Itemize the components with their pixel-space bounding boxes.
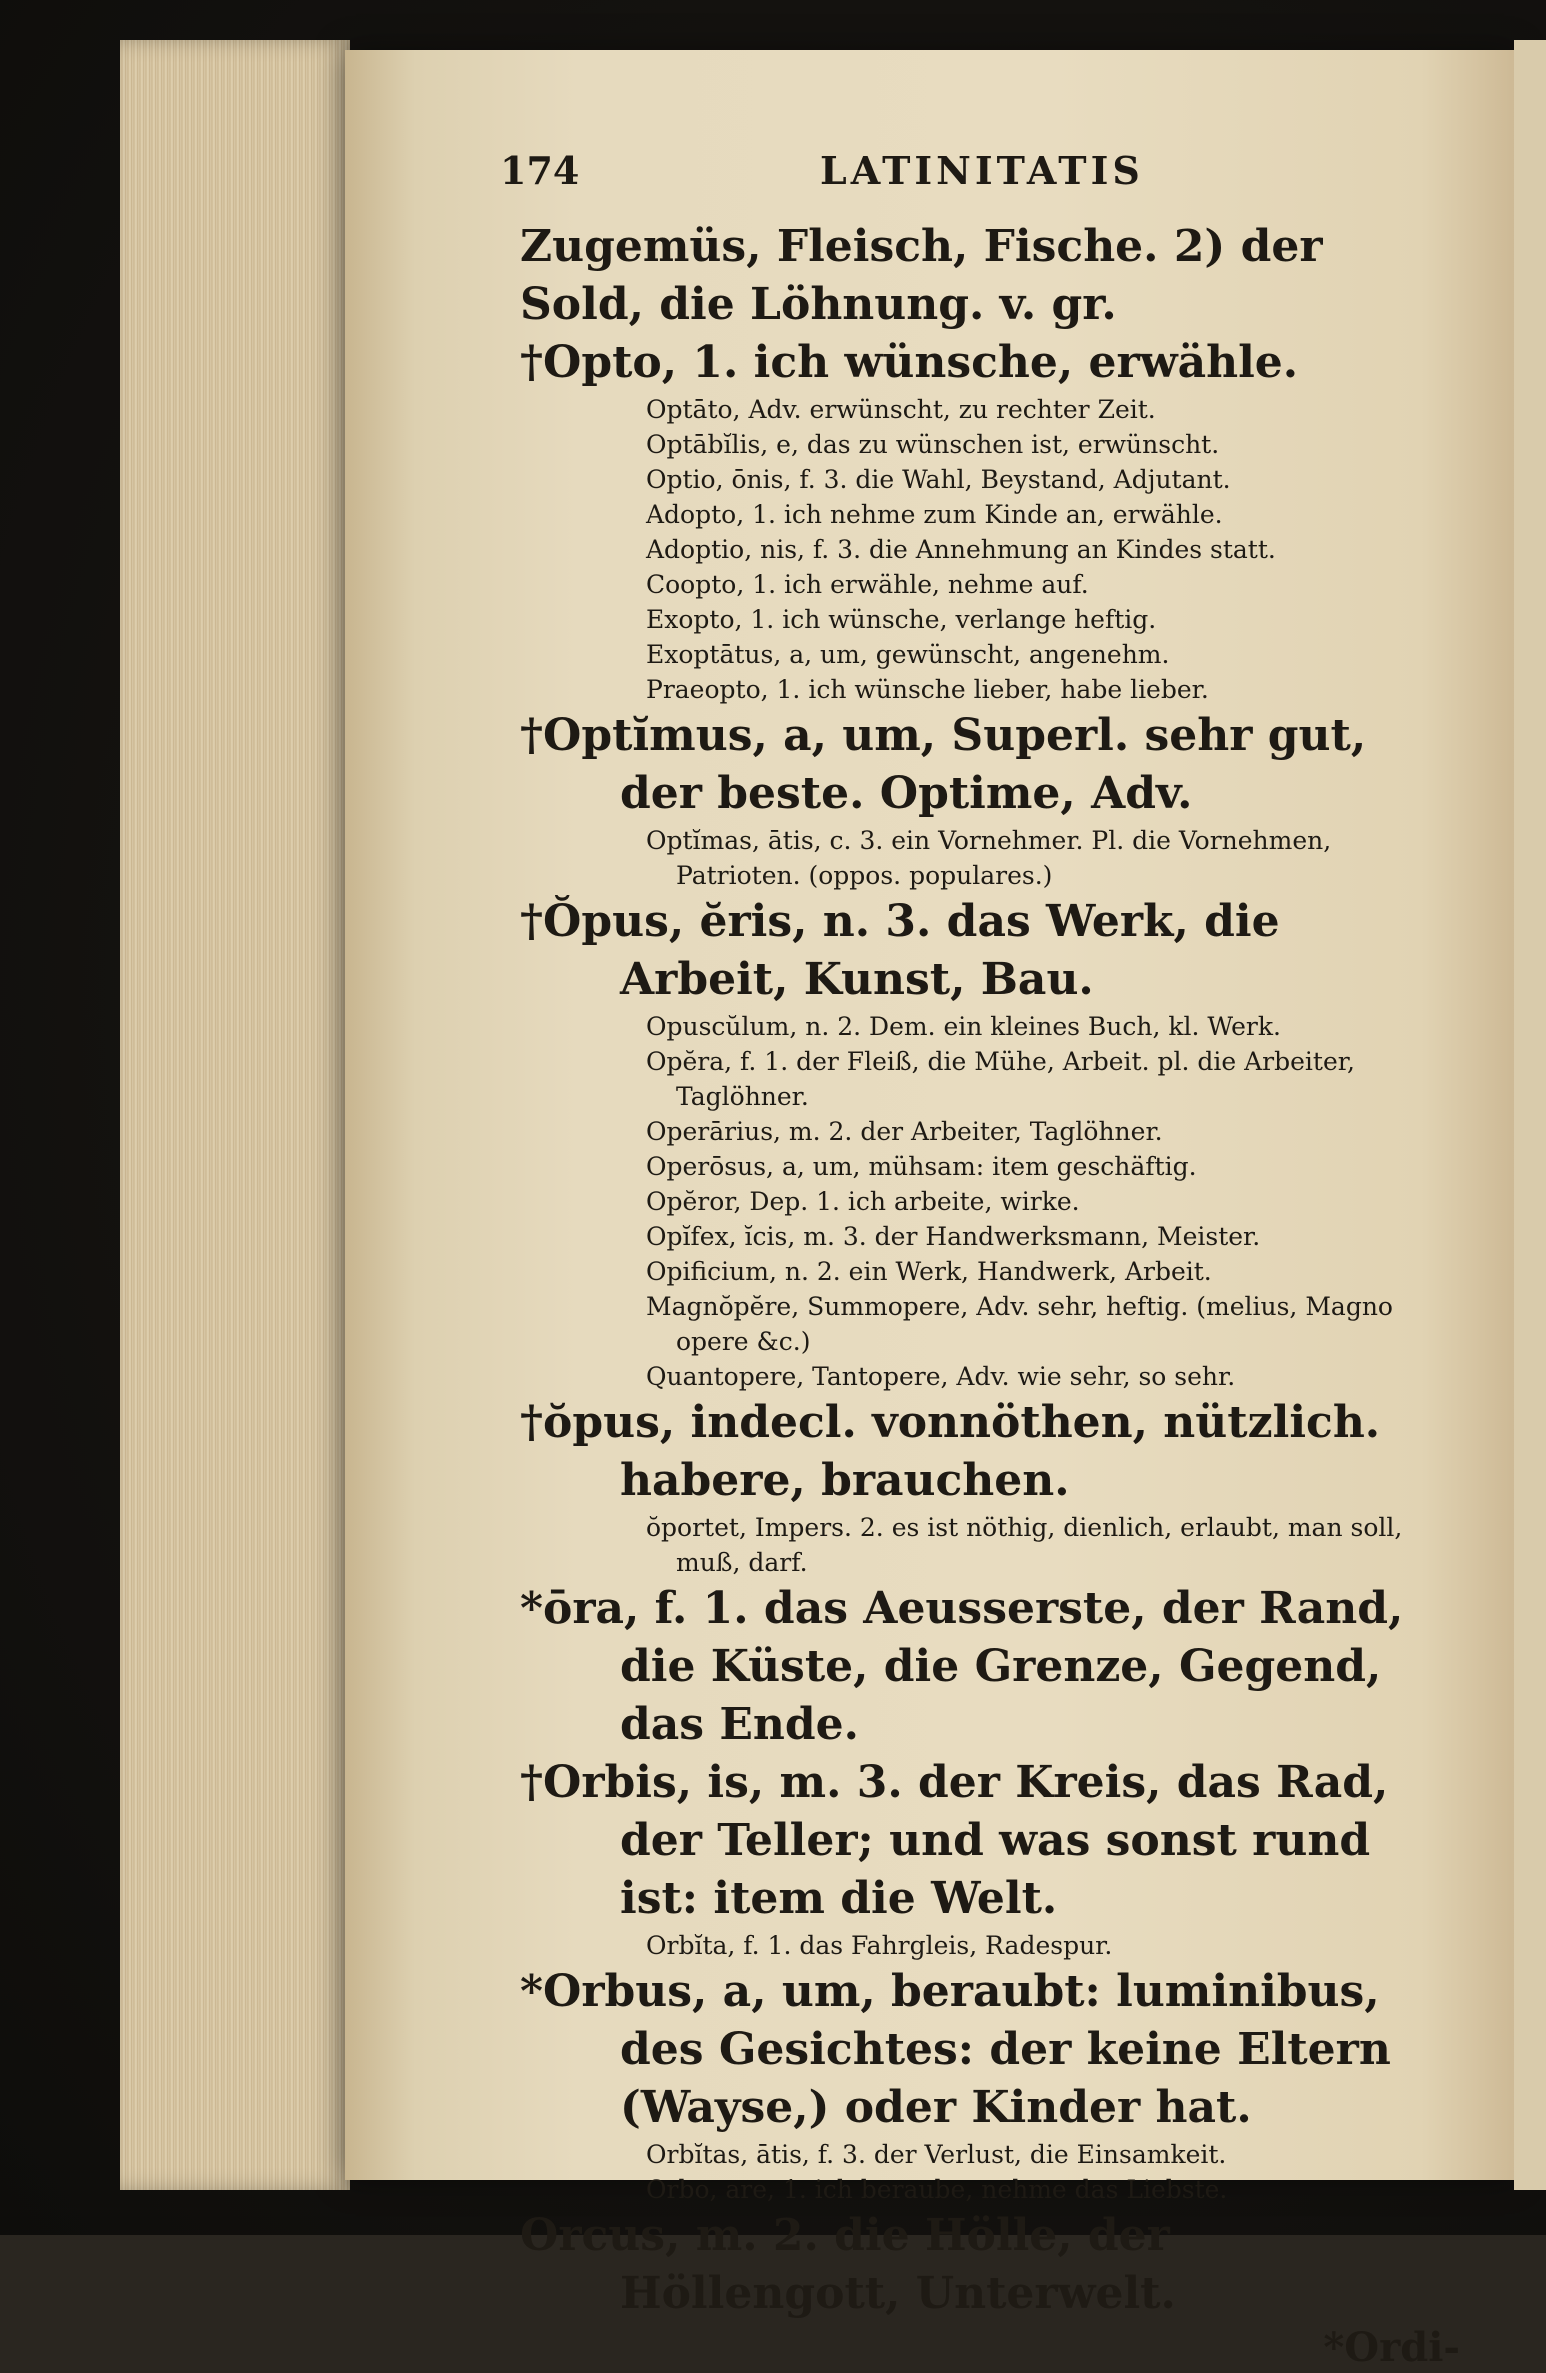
continued-text: Zugemüs, Fleisch, Fische. 2) der Sold, die Löhnung. v. gr. [520,221,1323,330]
sub-entry: Opuscŭlum, n. 2. Dem. ein kleines Buch, kl. Werk. [646,1012,1281,1041]
dictionary-entries [520,218,1460,2323]
sub-entry: Orbo, are, 1. ich beraube, nehme das Liebste. [646,2175,1228,2204]
sub-entry: Orbĭtas, ātis, f. 3. der Verlust, die Einsamkeit. [646,2140,1227,2169]
sub-entry: Quantopere, Tantopere, Adv. wie sehr, so sehr. [646,1362,1236,1391]
sub-entry: Opĭfex, ĭcis, m. 3. der Handwerksmann, Meister. [646,1222,1261,1251]
headword-entry: †Ŏpus, ĕris, n. 3. das Werk, die Arbeit, Kunst, Bau. [520,896,1280,1005]
sub-entry: Opĕra, f. 1. der Fleiß, die Mühe, Arbeit. pl. die Arbeiter, Taglöhner. [646,1047,1355,1111]
sub-entry: Optāto, Adv. erwünscht, zu rechter Zeit. [646,395,1156,424]
facing-page-edge [1514,40,1546,2190]
page-stack-edge [120,40,350,2190]
headword-entry: *ōra, f. 1. das Aeusserste, der Rand, die Küste, die Grenze, Gegend, das Ende. [520,1583,1404,1750]
headword-entry: †ŏpus, indecl. vonnöthen, nützlich. habere, brauchen. [520,1397,1381,1506]
sub-entry: Adoptio, nis, f. 3. die Annehmung an Kindes statt. [646,535,1276,564]
sub-entry: Exoptātus, a, um, gewünscht, angenehm. [646,640,1170,669]
headword-entry: †Optĭmus, a, um, Superl. sehr gut, der beste. Optime, Adv. [520,710,1367,819]
sub-entry: Orbĭta, f. 1. das Fahrgleis, Radespur. [646,1931,1113,1960]
page-number: 174 [500,148,580,193]
page-content [500,140,1460,2373]
sub-entry: Opificium, n. 2. ein Werk, Handwerk, Arbeit. [646,1257,1212,1286]
sub-entry: Magnŏpĕre, Summopere, Adv. sehr, heftig. (melius, Magno opere &c.) [646,1292,1393,1356]
headword-entry: Orcus, m. 2. die Hölle, der Höllengott, Unterwelt. [520,2210,1176,2319]
headword-entry: †Orbis, is, m. 3. der Kreis, das Rad, der Teller; und was sonst rund ist: item die Welt. [520,1757,1389,1924]
sub-entry: Opĕror, Dep. 1. ich arbeite, wirke. [646,1187,1080,1216]
page-header [500,140,1460,218]
sub-entry: ŏportet, Impers. 2. es ist nöthig, dienlich, erlaubt, man soll, muß, darf. [646,1513,1403,1577]
sub-entry: Coopto, 1. ich erwähle, nehme auf. [646,570,1089,599]
sub-entry: Operārius, m. 2. der Arbeiter, Taglöhner. [646,1117,1163,1146]
sub-entry: Optĭmas, ātis, c. 3. ein Vornehmer. Pl. die Vornehmen, Patrioten. (oppos. populares.) [646,826,1332,890]
sub-entry: Operōsus, a, um, mühsam: item geschäftig. [646,1152,1197,1181]
catchword: *Ordi- [1323,2324,1460,2371]
sub-entry: Praeopto, 1. ich wünsche lieber, habe lieber. [646,675,1209,704]
sub-entry: Optio, ōnis, f. 3. die Wahl, Beystand, Adjutant. [646,465,1231,494]
sub-entry: Exopto, 1. ich wünsche, verlange heftig. [646,605,1157,634]
sub-entry: Optābĭlis, e, das zu wünschen ist, erwünscht. [646,430,1220,459]
headword-entry: *Orbus, a, um, beraubt: luminibus, des Gesichtes: der keine Eltern (Wayse,) oder Kinder hat. [520,1966,1391,2133]
running-title: LATINITATIS [820,148,1144,193]
sub-entry: Adopto, 1. ich nehme zum Kinde an, erwähle. [646,500,1223,529]
headword-entry: †Opto, 1. ich wünsche, erwähle. [520,337,1299,388]
